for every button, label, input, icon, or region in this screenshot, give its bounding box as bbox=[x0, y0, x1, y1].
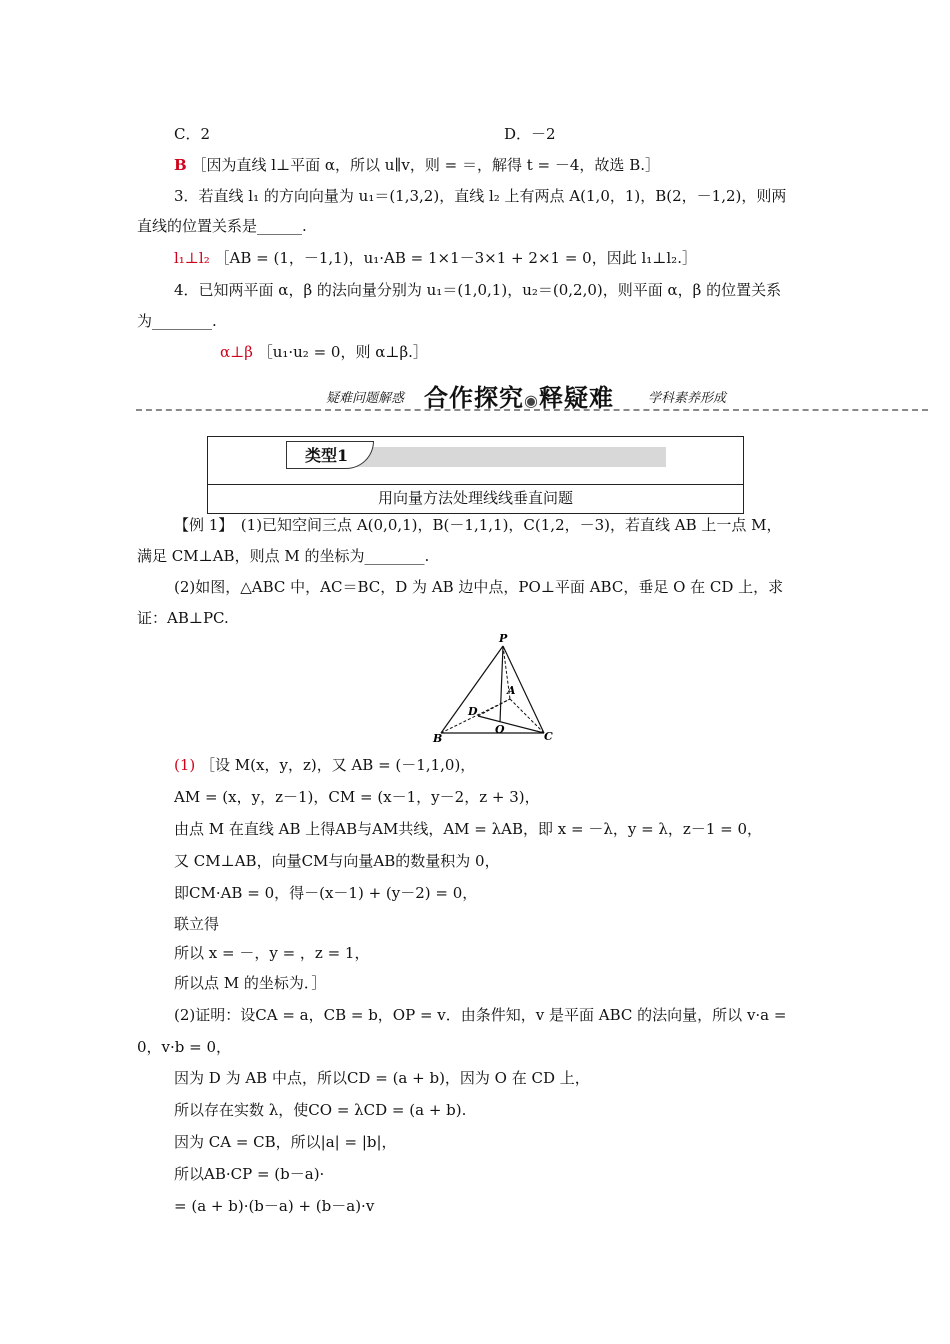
question-3-line-1: 3．若直线 l₁ 的方向向量为 u₁＝(1,3,2)，直线 l₂ 上有两点 A(1,0，1)，B(2，－1,2)，则两 bbox=[174, 187, 787, 205]
banner-title bbox=[424, 378, 614, 413]
type-topic: 用向量方法处理线线垂直问题 bbox=[377, 489, 573, 507]
solution-2-line-5: 因为 CA = CB，所以|a| = |b|， bbox=[174, 1133, 397, 1151]
question-3-line-2: 直线的位置关系是______. bbox=[137, 217, 307, 235]
solution-1-line-5: 即CM·AB = 0，得－(x－1) + (y－2) = 0， bbox=[174, 884, 478, 902]
answer-explanation: ［u₁·u₂ = 0，则 α⊥β.］ bbox=[257, 343, 428, 361]
label-b: B bbox=[433, 732, 443, 745]
banner-right-text: 学科素养形成 bbox=[648, 391, 727, 406]
banner-separator-icon: ◉ bbox=[524, 391, 539, 410]
answer-2 bbox=[174, 155, 864, 175]
answer-label: α⊥β bbox=[220, 343, 253, 361]
solution-2-line-4: 所以存在实数 λ，使CO = λCD = (a + b). bbox=[174, 1101, 467, 1119]
answer-label: B bbox=[174, 156, 187, 174]
edge-ac bbox=[510, 699, 544, 733]
example-1-line-2: 满足 CM⊥AB，则点 M 的坐标为________. bbox=[137, 547, 430, 565]
solution-1-line-7: 所以 x = －，y = ，z = 1， bbox=[174, 944, 370, 962]
solution-2-line-3: 因为 D 为 AB 中点，所以CD = (a + b)，因为 O 在 CD 上， bbox=[174, 1069, 590, 1087]
question-4-line-2: 为________. bbox=[137, 312, 217, 330]
solution-2-line-6: 所以AB·CP = (b－a)· bbox=[174, 1165, 325, 1183]
tetrahedron-figure bbox=[428, 632, 563, 747]
solution-label: (1) bbox=[174, 756, 196, 774]
solution-text: ［设 M(x，y，z)，又 AB = (－1,1,0)， bbox=[200, 756, 476, 774]
options-row bbox=[174, 124, 864, 144]
type-box bbox=[207, 436, 744, 514]
solution-1-line-1 bbox=[174, 755, 864, 775]
solution-2-line-2: 0，v·b = 0， bbox=[137, 1038, 232, 1056]
edge-dc bbox=[478, 716, 544, 733]
solution-2-line-7: = (a + b)·(b－a) + (b－a)·v bbox=[174, 1197, 375, 1215]
label-a: A bbox=[507, 684, 516, 697]
solution-1-line-8: 所以点 M 的坐标为．］ bbox=[174, 974, 327, 992]
banner-divider bbox=[136, 409, 928, 411]
example-1-line-3: (2)如图，△ABC 中，AC＝BC，D 为 AB 边中点，PO⊥平面 ABC，垂足 O 在 CD 上，求 bbox=[174, 578, 784, 596]
banner-title-a: 合作探究 bbox=[424, 384, 524, 412]
label-d: D bbox=[468, 705, 478, 718]
label-o: O bbox=[495, 723, 505, 736]
solution-1-line-2: AM = (x，y，z－1)，CM = (x－1，y－2，z + 3)， bbox=[174, 788, 540, 806]
option-c: C．2 bbox=[174, 125, 211, 143]
solution-1-line-4: 又 CM⊥AB，向量CM与向量AB的数量积为 0， bbox=[174, 852, 500, 870]
solution-1-line-6: 联立得 bbox=[174, 915, 220, 933]
question-4-line-1: 4．已知两平面 α，β 的法向量分别为 u₁＝(1,0,1)，u₂＝(0,2,0)，则平面 α，β 的位置关系 bbox=[174, 281, 782, 299]
type-tab: 类型1 bbox=[286, 441, 374, 469]
banner-title-b: 释疑难 bbox=[538, 384, 614, 412]
solution-2-line-1: (2)证明：设CA = a，CB = b，OP = v．由条件知，v 是平面 ABC 的法向量，所以 v·a = bbox=[174, 1006, 787, 1024]
answer-explanation: ［AB = (1，－1,1)，u₁·AB = 1×1－3×1 + 2×1 = 0，因此 l₁⊥l₂.］ bbox=[214, 249, 697, 267]
edge-po bbox=[500, 646, 503, 722]
banner-left-text: 疑难问题解惑 bbox=[326, 391, 405, 406]
answer-explanation: ［因为直线 l⊥平面 α，所以 u∥v，则 = ＝，解得 t = －4，故选 B.］ bbox=[191, 156, 660, 174]
example-1-line-1: 【例 1】 (1)已知空间三点 A(0,0,1)，B(－1,1,1)，C(1,2，－3)，若直线 AB 上一点 M， bbox=[174, 516, 782, 534]
section-banner bbox=[136, 378, 928, 414]
solution-1-line-3: 由点 M 在直线 AB 上得AB与AM共线，AM = λAB，即 x = －λ，y = λ，z－1 = 0， bbox=[174, 820, 763, 838]
answer-4 bbox=[220, 342, 910, 362]
label-p: P bbox=[499, 632, 508, 645]
answer-3 bbox=[174, 248, 864, 268]
example-1-line-4: 证：AB⊥PC. bbox=[137, 609, 229, 627]
answer-label: l₁⊥l₂ bbox=[174, 249, 210, 267]
label-c: C bbox=[544, 730, 553, 743]
option-d: D．－2 bbox=[504, 125, 556, 143]
